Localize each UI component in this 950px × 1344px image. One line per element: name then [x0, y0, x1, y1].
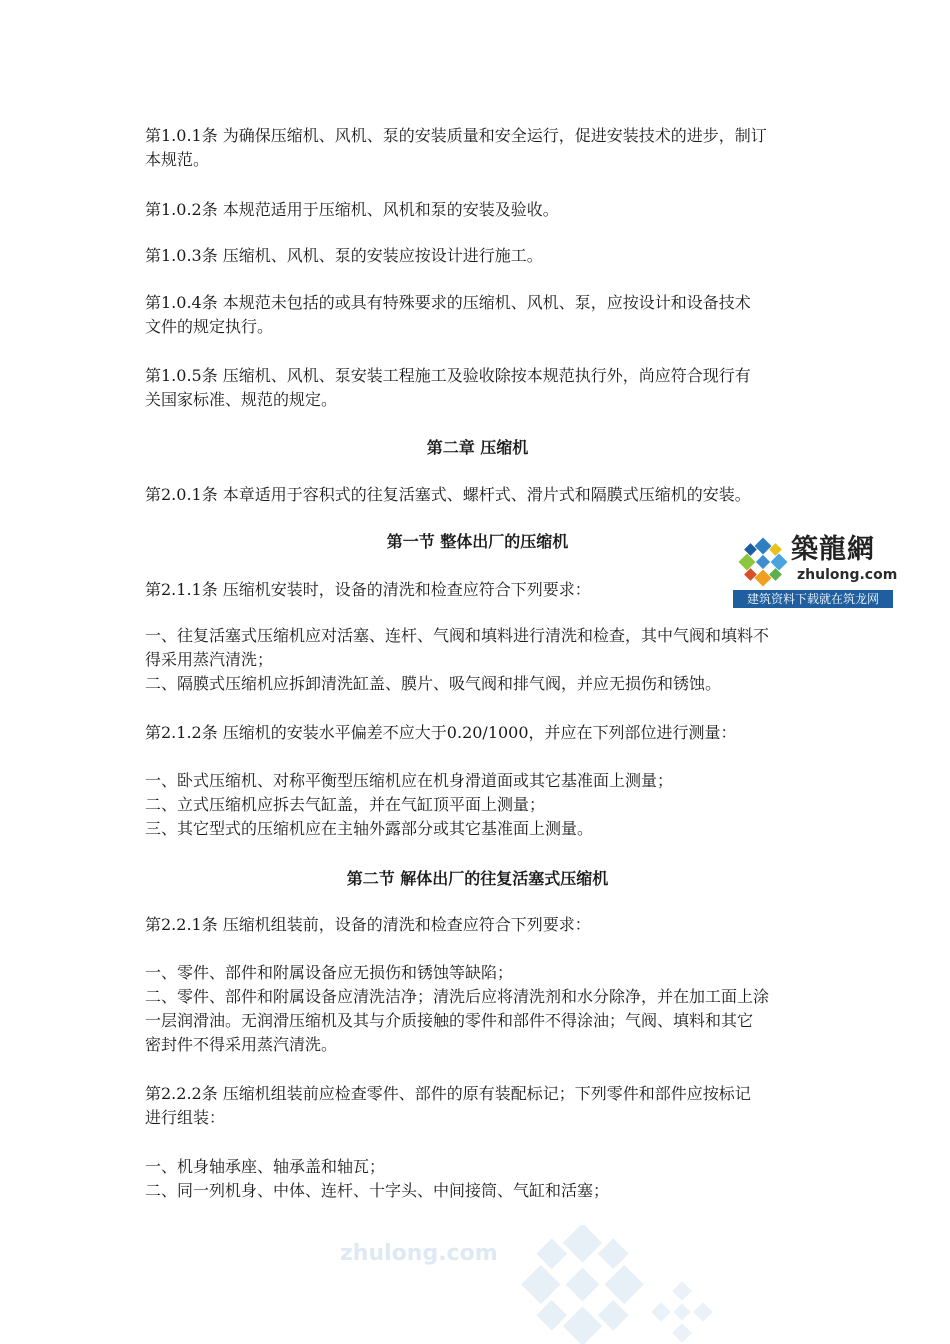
clause-1-0-4: 第1.0.4条 本规范未包括的或具有特殊要求的压缩机、风机、泵，应按设计和设备技术 文件的规定执行。	[145, 293, 751, 336]
chapter-2-heading: 第二章 压缩机	[426, 438, 529, 457]
watermark-small-snowflake-icon	[652, 1282, 712, 1342]
watermark-snowflake-icon	[520, 1225, 645, 1344]
clause-1-0-3: 第1.0.3条 压缩机、风机、泵的安装应按设计进行施工。	[145, 246, 543, 265]
clause-2-1-1: 第2.1.1条 压缩机安装时，设备的清洗和检查应符合下列要求：	[145, 580, 591, 599]
section-2-heading: 第二节 解体出厂的往复活塞式压缩机	[346, 869, 609, 888]
clause-1-0-5: 第1.0.5条 压缩机、风机、泵安装工程施工及验收除按本规范执行外，尚应符合现行有 关国家标准、规范的规定。	[145, 366, 751, 409]
snowflake-logo-icon	[737, 536, 789, 588]
clause-1-0-1: 第1.0.1条 为确保压缩机、风机、泵的安装质量和安全运行，促进安装技术的进步，制订 本规范。	[145, 126, 767, 169]
clause-2-1-2-items: 一、卧式压缩机、对称平衡型压缩机应在机身滑道面或其它基准面上测量； 二、立式压缩机应拆去气缸盖，并在气缸顶平面上测量； 三、其它型式的压缩机应在主轴外露部分或其它基准面上测量。	[145, 771, 674, 838]
clause-2-2-1: 第2.2.1条 压缩机组装前，设备的清洗和检查应符合下列要求：	[145, 915, 591, 934]
logo-top	[733, 530, 898, 590]
logo-domain: zhulong.com	[797, 567, 898, 583]
clause-2-1-2: 第2.1.2条 压缩机的安装水平偏差不应大于0.20/1000，并应在下列部位进行测量：	[145, 723, 737, 742]
clause-2-2-1-items: 一、零件、部件和附属设备应无损伤和锈蚀等缺陷； 二、零件、部件和附属设备应清洗洁净；清洗后应将清洗剂和水分除净，并在加工面上涂 一层润滑油。无润滑压缩机及其与介质接触的零件和部件不得涂油；气阀、填料和其它 密封件不得采用蒸汽清洗。	[145, 963, 770, 1054]
zhulong-logo[interactable]	[733, 530, 898, 607]
logo-name-cn: 築龍網	[791, 534, 875, 565]
clause-2-1-1-items: 一、往复活塞式压缩机应对活塞、连杆、气阀和填料进行清洗和检查，其中气阀和填料不 得采用蒸汽清洗； 二、隔膜式压缩机应拆卸清洗缸盖、膜片、吸气阀和排气阀，并应无损伤和锈蚀。	[145, 626, 770, 693]
section-1-heading: 第一节 整体出厂的压缩机	[386, 532, 569, 551]
clause-1-0-2: 第1.0.2条 本规范适用于压缩机、风机和泵的安装及验收。	[145, 200, 559, 219]
watermark-text: zhulong.com	[340, 1241, 498, 1266]
clause-2-2-2: 第2.2.2条 压缩机组装前应检查零件、部件的原有装配标记；下列零件和部件应按标记 进行组装：	[145, 1084, 751, 1127]
clause-2-0-1: 第2.0.1条 本章适用于容积式的往复活塞式、螺杆式、滑片式和隔膜式压缩机的安装。	[145, 485, 751, 504]
clause-2-2-2-items: 一、机身轴承座、轴承盖和轴瓦； 二、同一列机身、中体、连杆、十字头、中间接筒、气缸和活塞；	[145, 1157, 610, 1200]
logo-slogan: 建筑资料下载就在筑龙网	[733, 590, 893, 608]
